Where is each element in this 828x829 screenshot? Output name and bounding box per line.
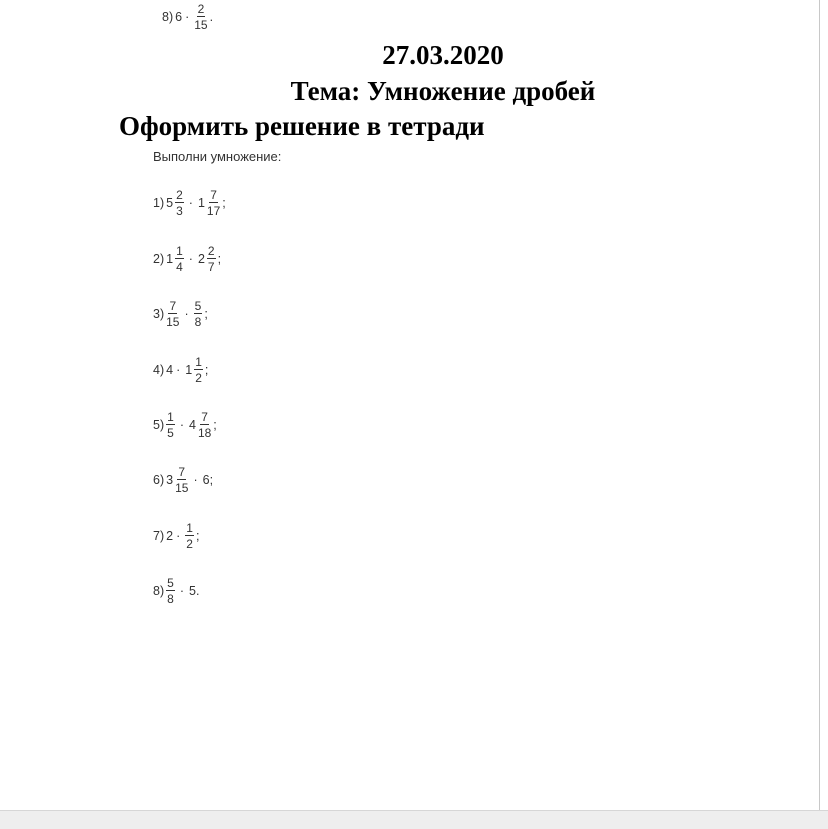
denominator: 2 (195, 371, 202, 385)
fraction (207, 245, 216, 273)
exercise-item (153, 297, 208, 331)
whole-number: 2 (197, 252, 205, 266)
multiply-sign: · (188, 196, 193, 210)
end-mark: . (209, 10, 214, 24)
numerator: 2 (176, 188, 183, 202)
date-heading: 27.03.2020 (382, 40, 504, 70)
exercise-item (153, 242, 221, 276)
exercise-item (153, 463, 213, 497)
exercise-item (153, 408, 217, 442)
fraction (194, 3, 207, 31)
end-mark: ; (195, 529, 200, 543)
denominator: 18 (197, 426, 212, 440)
instruction-heading: Оформить решение в тетради (119, 111, 485, 141)
multiply-sign: · (176, 363, 181, 377)
multiply-sign: · (176, 529, 181, 543)
whole-number: 3 (166, 473, 174, 487)
exercise-label: 5) (153, 418, 165, 432)
exercise-label: 8) (162, 10, 174, 24)
fraction (207, 189, 220, 217)
denominator: 15 (194, 18, 208, 32)
exercise-label: 6) (153, 473, 165, 487)
end-mark: ; (213, 418, 217, 432)
numerator: 1 (195, 355, 202, 369)
multiply-sign: · (188, 252, 193, 266)
denominator: 15 (175, 481, 189, 495)
multiply-sign: · (184, 307, 189, 321)
denominator: 15 (166, 315, 180, 329)
numerator: 2 (207, 244, 215, 258)
end-mark: ; (217, 252, 222, 266)
whole-number: 1 (197, 196, 205, 210)
denominator: 8 (167, 592, 174, 606)
numerator: 7 (169, 299, 177, 313)
exercise-label: 2) (153, 252, 165, 266)
denominator: 8 (194, 315, 202, 329)
numerator: 7 (178, 465, 186, 479)
fraction (194, 356, 203, 384)
fraction (166, 577, 175, 605)
end-mark: . (195, 584, 200, 598)
denominator: 2 (186, 537, 193, 551)
whole-number: 6 (202, 473, 210, 487)
whole-number: 5 (166, 196, 174, 210)
fraction (175, 466, 188, 494)
numerator: 1 (186, 521, 193, 535)
multiply-sign: · (179, 418, 184, 432)
whole-number: 5 (188, 584, 196, 598)
task-title: Выполни умножение: (153, 149, 282, 164)
end-mark: ; (204, 363, 209, 377)
numerator: 1 (167, 410, 174, 424)
page-right-edge (819, 0, 820, 810)
top-fragment-exercise (162, 0, 213, 34)
fraction (175, 189, 184, 217)
whole-number: 4 (166, 363, 174, 377)
denominator: 3 (176, 204, 183, 218)
numerator: 5 (167, 576, 174, 590)
whole-number: 4 (188, 418, 196, 432)
numerator: 1 (176, 244, 183, 258)
whole-number: 1 (166, 252, 174, 266)
exercise-label: 4) (153, 363, 165, 377)
denominator: 7 (207, 260, 215, 274)
end-mark: ; (204, 307, 208, 321)
fraction (175, 245, 184, 273)
fraction (166, 300, 179, 328)
denominator: 4 (176, 260, 183, 274)
exercise-item (153, 574, 199, 608)
whole-number: 6 (175, 10, 183, 24)
fraction (194, 300, 203, 328)
multiply-sign: · (179, 584, 184, 598)
exercise-item (153, 186, 226, 220)
end-mark: ; (209, 473, 214, 487)
denominator: 5 (167, 426, 174, 440)
numerator: 7 (201, 410, 208, 424)
numerator: 7 (210, 188, 217, 202)
fraction (185, 522, 194, 550)
exercise-label: 3) (153, 307, 165, 321)
exercise-label: 7) (153, 529, 165, 543)
end-mark: ; (222, 196, 226, 210)
exercise-item (153, 519, 199, 553)
whole-number: 1 (185, 363, 193, 377)
denominator: 17 (206, 204, 221, 218)
numerator: 5 (194, 299, 202, 313)
exercise-item (153, 353, 208, 387)
fraction (198, 411, 211, 439)
multiply-sign: · (193, 473, 198, 487)
numerator: 2 (197, 2, 205, 16)
topic-heading: Тема: Умножение дробей (290, 76, 596, 106)
bottom-scrollbar-area[interactable] (0, 810, 828, 829)
multiply-sign: · (185, 10, 190, 24)
exercise-label: 8) (153, 584, 165, 598)
fraction (166, 411, 175, 439)
whole-number: 2 (166, 529, 174, 543)
exercise-label: 1) (153, 196, 165, 210)
